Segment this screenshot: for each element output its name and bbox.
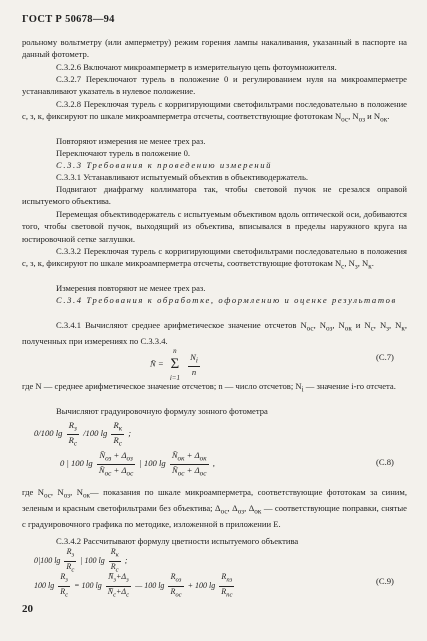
formula-c7: N̄ = n Σ i=1 $\frac{N_i}{n}$ — [150, 347, 198, 382]
paragraph: где N — среднее арифметическое значение отсчетов; n — число отсчетов; $N_i$ — значение i-го отсчета. — [22, 381, 396, 394]
formula-c8-line2: 0 | 100 lg $\frac{N̄_{оз} + \Delta_{оз}}{N̄_{ос} + \Delta_{ос}}$ | 100 lg $\frac{N̄_{ок} + \Delta_{ок}}{N̄_{ос} + \Delta_{ос}}$ , — [60, 450, 215, 478]
paragraph: Переключают турель в положение 0. — [56, 148, 191, 158]
equation-number: (С.8) — [376, 457, 394, 467]
paragraph: рольному вольтметру (или амперметру) режим горения лампы накаливания, указанный в паспорте на данный фотометр. — [22, 37, 407, 60]
paragraph: С.3.4.2 Рассчитывают формулу цветности испытуемого объектива — [56, 536, 299, 546]
paragraph: Повторяют измерения не менее трех раз. — [56, 136, 206, 146]
paragraph: Вычисляют градуировочную формулу зонного фотометра — [56, 406, 268, 416]
formula-c9-line1: 0|100 lg $\frac{R_з}{R_с}$ | 100 lg $\frac{R_к}{R_с}$ ; — [34, 547, 128, 574]
equation-number: (С.7) — [376, 352, 394, 362]
paragraph: С.3.3.2 Переключая турель с корригирующими светофильтрами последовательно в положения с, з, к, фиксируют по шкале микроамперметра отсчеты, соответствующие фототокам $N_с$, $N_з$, $N_к$. — [22, 246, 407, 272]
equation-number: (С.9) — [376, 576, 394, 586]
paragraph: Измерения повторяют не менее трех раз. — [56, 283, 206, 293]
paragraph: где $N_{ос}$, $N_{оз}$, $N_{ок}—$ показания по шкале микроамперметра, соответствующие фототокам за синим, зеленым и красным светофильтрами без объектива; $\Delta_{ос}$, $\Delta_{оз}$, $\Delta_{ок}$ — соответствующие поправки, снятые с градуировочного графика по методике, изложенной в приложении Е. — [22, 487, 407, 530]
paragraph: Подвигают диафрагму коллиматора так, чтобы световой пучок не срезался оправой испытуемого объектива. — [22, 184, 407, 207]
formula-c8-line1: 0/100 lg $\frac{R_з}{R_с}$ /100 lg $\frac{R_к}{R_с}$ ; — [34, 420, 132, 448]
section-heading: С.3.4 Требования к обработке, оформлению и оценке результатов — [56, 295, 397, 305]
section-heading: С.3.3 Требования к проведению измерений — [56, 160, 273, 170]
paragraph: С.3.4.1 Вычисляют среднее арифметическое значение отсчетов $N_{ос}$, $N_{оз}$, $N_{ок}$ и $N_с$, $N_з$, $N_к$, полученных при измерениях по С.3.3.4. — [22, 320, 407, 347]
paragraph: С.3.2.7 Переключают турель в положение 0 и регулированием нуля на микроамперметре устанавливают указатель в нулевое положение. — [22, 74, 407, 97]
page-number: 20 — [22, 603, 33, 615]
paragraph: С.3.3.1 Устанавливают испытуемый объектив в объективодержатель. — [56, 172, 309, 182]
document-header: ГОСТ Р 50678—94 — [22, 14, 115, 25]
paragraph: С.3.2.6 Включают микроамперметр в измерительную цепь фотоумножителя. — [56, 62, 337, 72]
paragraph: Перемещая объективодержатель с испытуемым объективом вдоль оптической оси, добиваются того, чтобы световой пучок, выходящий из объектива, вписывался в пределы наружного круга на юстировочной сетке заглушки. — [22, 209, 407, 244]
paragraph: С.3.2.8 Переключая турель с корригирующими светофильтрами последовательно в положение с, з, к, фиксируют по шкале микроамперметра отсчеты, соответствующие фототокам $N_{ос}$, $N_{оз}$ и $N_{ок}$. — [22, 99, 407, 125]
formula-c9-line2: 100 lg $\frac{R_з}{R_с}$ = 100 lg $\frac{N̄_з+\Delta_з}{N̄_с+\Delta_с}$ — 100 lg $\frac{R_{оз}}{R_{ос}}$ + 100 lg $\frac{R_{пз}}{R_{пс}}$ — [34, 572, 233, 599]
